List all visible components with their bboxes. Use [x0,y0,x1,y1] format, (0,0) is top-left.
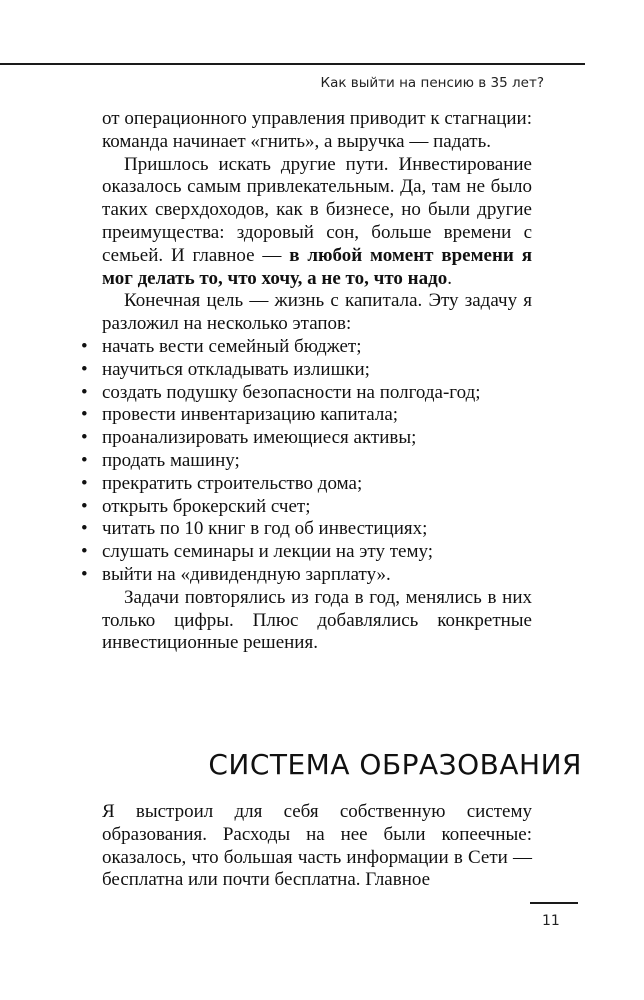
paragraph-text: Пришлось искать другие пути. Инвестирование оказалось самым привлекательным. Да, там не было таких сверхдоходов, как в бизнесе, но были другие преимущества: здоровый сон, больше времени с семьей. И главное — [102,153,532,266]
list-item-text: прекратить строительство дома; [102,472,363,494]
bullet-icon: • [81,335,88,357]
list-item [81,495,532,519]
paragraph: от операционного управления приводит к стагнации: команда начинает «гнить», а выручка — падать. [102,108,532,152]
paragraph-end: . [447,267,452,289]
bullet-icon: • [81,381,88,403]
paragraph [102,154,532,291]
list-item-text: слушать семинары и лекции на эту тему; [102,541,434,563]
list-item [81,404,532,427]
bullet-icon: • [81,472,88,494]
paragraph: Я выстроил для себя собственную систему образования. Расходы на нее были копеечные: оказалось, что большая часть информации в Сети — бесплатна или почти бесплатна. Главное [102,801,532,891]
list-item-text: открыть брокерский счет; [102,495,311,517]
bullet-icon: • [81,404,88,426]
bullet-icon: • [81,563,88,585]
list-item [81,358,532,382]
list-item [81,427,532,450]
list-item-text: провести инвентаризацию капитала; [102,404,399,426]
bullet-icon: • [81,358,88,380]
list-item-text: проанализировать имеющиеся активы; [102,427,417,449]
bullet-icon: • [81,427,88,449]
paragraph-bold-text: в любой момент времени я мог делать то, что хочу, а не то, что надо [102,244,532,289]
bullet-icon: • [81,518,88,540]
footer-rule [530,902,578,904]
paragraph: Конечная цель — жизнь с капитала. Эту задачу я разложил на несколько этапов: [102,290,532,335]
paragraph: Задачи повторялись из года в год, менялись в них только цифры. Плюс добавлялись конкретные инвестиционные решения. [102,586,532,654]
section-text [102,801,532,892]
list-item [81,518,532,541]
list-item [81,541,532,564]
running-header: Как выйти на пенсию в 35 лет? [320,75,544,91]
bullet-icon: • [81,541,88,563]
list-item [81,563,532,587]
bullet-icon: • [81,449,88,471]
list-item-text: начать вести семейный бюджет; [102,335,362,357]
bullet-list [81,335,532,587]
bullet-icon: • [81,495,88,517]
list-item-text: читать по 10 книг в год об инвестициях; [102,518,428,540]
list-item-text: продать машину; [102,449,240,471]
list-item [81,335,532,359]
list-item-text: создать подушку безопасности на полгода-год; [102,381,481,403]
page-number: 11 [542,913,560,929]
section-title: СИСТЕМА ОБРАЗОВАНИЯ [208,748,582,781]
list-item-text: научиться откладывать излишки; [102,358,370,380]
list-item [81,381,532,405]
header-rule [0,63,585,65]
list-item [81,449,532,473]
main-text [81,108,532,655]
list-item-text: выйти на «дивидендную зарплату». [102,563,391,585]
list-item [81,472,532,496]
